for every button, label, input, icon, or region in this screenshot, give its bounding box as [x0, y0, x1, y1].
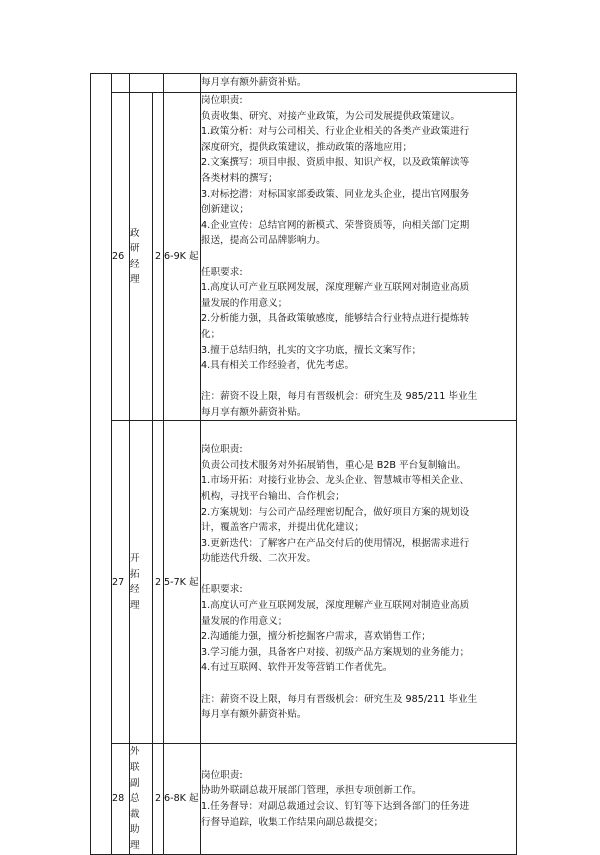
description-line: 注：薪资不设上限，每月有晋级机会：研究生及 985/211 毕业生	[201, 693, 478, 705]
description-line: 任职要求:	[201, 584, 243, 596]
description-line: 4.有过互联网、软件开发等营销工作者优先。	[201, 662, 393, 674]
description-cell	[201, 744, 517, 854]
job-table-body	[91, 74, 517, 855]
job-table	[90, 73, 517, 855]
description-line: 岗位职责:	[201, 444, 243, 456]
description-line: 4.企业宣传：总结官网的新模式、荣誉资质等，向相关部门定期	[201, 219, 470, 231]
description-line: 负责公司技术服务对外拓展销售，重心是 B2B 平台复制输出。	[201, 459, 467, 471]
name-cell	[130, 74, 164, 93]
num-cell	[112, 74, 130, 93]
headcount: 2	[153, 93, 164, 421]
description-line: 任职要求:	[201, 266, 243, 278]
description-line: 1.市场开拓：对接行业协会、龙头企业、智慧城市等相关企业、	[201, 475, 470, 487]
description-line: 机构，寻找平台输出、合作机会；	[201, 490, 345, 502]
description-line: 化；	[201, 328, 221, 340]
row-number: 27	[112, 421, 130, 744]
table-row	[91, 93, 517, 421]
description-line: 每月享有额外薪资补贴。	[201, 406, 307, 418]
description-line: 协助外联副总裁开展部门管理，承担专项创新工作。	[201, 785, 422, 797]
row-number: 26	[112, 93, 130, 421]
description-line: 注：薪资不设上限，每月有晋级机会：研究生及 985/211 毕业生	[201, 391, 478, 403]
description-line: 行督导追踪，收集工作结果向副总裁提交；	[201, 816, 384, 828]
paragraph-gap	[201, 567, 516, 583]
paragraph-gap	[201, 249, 516, 265]
description-line: 2.沟通能力强，擅分析挖掘客户需求，喜欢销售工作；	[201, 631, 431, 643]
table-row	[91, 421, 517, 744]
description-line: 每月享有额外薪资补贴。	[201, 709, 307, 721]
description-cell	[201, 93, 517, 421]
position-name: 开拓经理	[130, 421, 153, 744]
description-line: 量发展的作用意义；	[201, 615, 288, 627]
description-line: 功能迭代升级、二次开发。	[201, 553, 317, 565]
position-name: 政研经理	[130, 93, 153, 421]
description-line: 创新建议；	[201, 204, 249, 216]
description-line: 负责收集、研究、对接产业政策，为公司发展提供政策建议。	[201, 110, 461, 122]
salary-cell	[164, 74, 201, 93]
salary: 6-8K 起	[164, 744, 201, 854]
paragraph-gap	[201, 374, 516, 390]
description-line: 1.政策分析：对与公司相关、行业企业相关的各类产业政策进行	[201, 126, 470, 138]
table-row	[91, 744, 517, 854]
description-line: 岗位职责:	[201, 769, 243, 781]
description-cell	[201, 421, 517, 744]
description-line: 计，覆盖客户需求，并提出优化建议；	[201, 522, 365, 534]
description-cell	[201, 74, 517, 93]
salary: 5-7K 起	[164, 421, 201, 744]
description-line: 报送，提高公司品牌影响力。	[201, 235, 326, 247]
table-row-continued	[91, 74, 517, 93]
description-line: 岗位职责:	[201, 95, 243, 106]
description-line: 1.高度认可产业互联网发展，深度理解产业互联网对制造业高质	[201, 282, 470, 294]
salary: 6-9K 起	[164, 93, 201, 421]
description-line: 3.对标挖潜：对标国家部委政策、同业龙头企业，提出官网服务	[201, 188, 470, 200]
description-line: 量发展的作用意义；	[201, 297, 288, 309]
row-number: 28	[112, 744, 130, 854]
position-name: 外联副总裁助理	[130, 744, 153, 854]
description-line: 各类材料的撰写；	[201, 172, 278, 184]
headcount: 2	[153, 421, 164, 744]
outer-category-cell	[91, 74, 112, 855]
description-line: 3.擅于总结归纳，扎实的文字功底，擅长文案写作；	[201, 344, 422, 356]
headcount: 2	[153, 744, 164, 854]
description-line: 2.文案撰写：项目申报、资质申报、知识产权，以及政策解读等	[201, 157, 470, 169]
description-line: 1.高度认可产业互联网发展，深度理解产业互联网对制造业高质	[201, 600, 470, 612]
description-line: 深度研究，提供政策建议，推动政策的落地应用；	[201, 141, 413, 153]
description-line: 2.方案规划：与公司产品经理密切配合，做好项目方案的规划设	[201, 506, 470, 518]
paragraph-gap	[201, 676, 516, 692]
description-line: 3.学习能力强，具备客户对接、初级产品方案规划的业务能力；	[201, 646, 470, 658]
description-line: 1.任务督导：对副总裁通过会议、钉钉等下达到各部门的任务进	[201, 801, 470, 813]
description-line: 4.具有相关工作经验者，优先考虑。	[201, 360, 355, 372]
description-line: 每月享有额外薪资补贴。	[201, 77, 307, 89]
description-line: 2.分析能力强，具备政策敏感度，能够结合行业特点进行提炼转	[201, 313, 470, 325]
description-line: 3.更新迭代：了解客户在产品交付后的使用情况，根据需求进行	[201, 537, 470, 549]
